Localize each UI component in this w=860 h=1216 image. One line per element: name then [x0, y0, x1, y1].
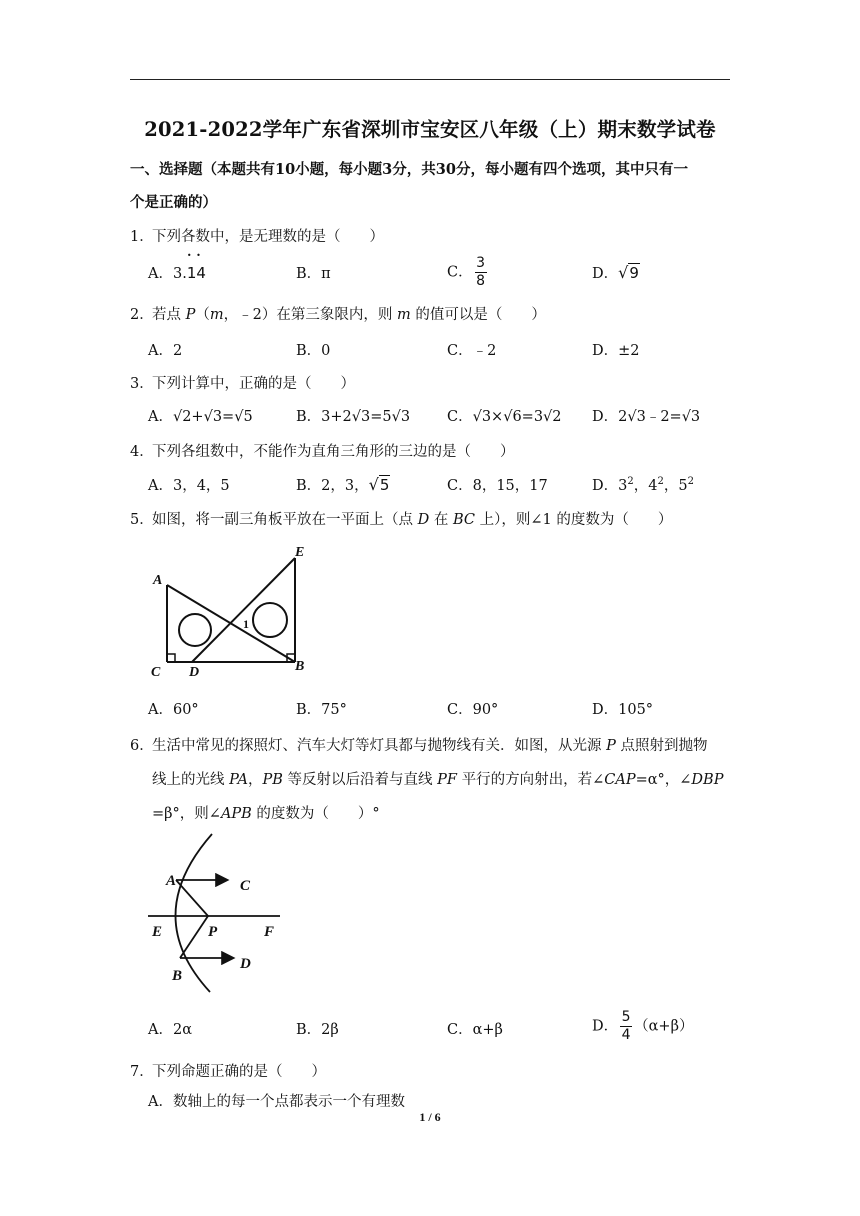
page-number: 1 / 6 [419, 1110, 441, 1124]
q5-option-a: A．60° [148, 702, 199, 718]
q4-option-c: C．8，15，17 [447, 478, 548, 494]
question-2: 2．若点 P（m，﹣2）在第三象限内，则 m 的值可以是（ ） [130, 307, 546, 323]
question-6-line1: 6．生活中常见的探照灯、汽车大灯等灯具都与抛物线有关．如图，从光源 P 点照射到抛物 [130, 738, 708, 754]
fig5-label-e: E [295, 545, 305, 560]
fig6-label-f: F [264, 924, 275, 940]
q6-option-b: B．2β [296, 1022, 339, 1038]
question-text: 下列各数中，是无理数的是（ ） [152, 229, 384, 245]
question-number: 1． [130, 229, 154, 245]
question-3: 3．下列计算中，正确的是（ ） [130, 376, 355, 392]
q3-option-c: C．√3×√6=3√2 [447, 409, 562, 425]
page-title: 2021-2022学年广东省深圳市宝安区八年级（上）期末数学试卷 [144, 118, 716, 141]
q5-option-b: B．75° [296, 702, 347, 718]
fraction: $\frac{3}{8}$ [476, 255, 486, 289]
q2-option-b: B．0 [296, 343, 331, 359]
q5-option-c: C．90° [447, 702, 499, 718]
question-7: 7．下列命题正确的是（ ） [130, 1064, 326, 1080]
parabola-light-figure [140, 830, 290, 998]
fig6-label-p: P [208, 924, 218, 940]
fig6-label-e: E [152, 924, 163, 940]
section-heading-line1: 一、选择题（本题共有10小题，每小题3分，共30分，每小题有四个选项，其中只有一 [130, 161, 688, 178]
section-heading-line2: 个是正确的） [130, 194, 217, 211]
triangle-rulers-figure [145, 540, 320, 680]
question-1 [130, 225, 384, 246]
fig6-label-c: C [240, 878, 251, 894]
q5-option-d: D．105° [592, 702, 654, 718]
question-4: 4．下列各组数中，不能作为直角三角形的三边的是（ ） [130, 444, 515, 460]
q3-option-a: A．√2+√3=√5 [148, 409, 253, 425]
question-6-line3: =β°，则∠APB 的度数为（ ）° [152, 806, 380, 822]
fraction: $\frac{5}{4}$ [621, 1009, 631, 1043]
q6-option-d: D． $\frac{5}{4}$ （α+β） [592, 1009, 694, 1043]
fig6-label-a: A [166, 873, 177, 889]
q1-option-a: A．3.• • 14 [148, 262, 206, 283]
question-5: 5．如图，将一副三角板平放在一平面上（点 D 在 BC 上），则∠1 的度数为（ ） [130, 512, 673, 528]
q4-option-a: A．3，4，5 [148, 478, 230, 494]
q3-option-d: D．2√3﹣2=√3 [592, 409, 701, 425]
q1-option-c: C． $\frac{3}{8}$ [447, 255, 486, 289]
q1-option-b: B．π [296, 266, 331, 282]
q2-option-d: D．±2 [592, 343, 640, 359]
q6-option-a: A．2α [148, 1022, 192, 1038]
question-6-line2: 线上的光线 PA，PB 等反射以后沿着与直线 PF 平行的方向射出，若∠CAP=α°，∠DBP [152, 772, 724, 788]
sqrt-icon: √ [618, 263, 629, 282]
q2-option-a: A．2 [148, 343, 183, 359]
fig6-label-d: D [240, 956, 251, 972]
q4-option-b: B．2，3，√5 [296, 475, 390, 494]
q6-option-c: C．α+β [447, 1022, 503, 1038]
fig5-label-angle: 1 [243, 617, 249, 631]
q7-option-a: A．数轴上的每一个点都表示一个有理数 [148, 1094, 405, 1110]
header-rule [130, 79, 730, 80]
q4-option-d: D．$3^2$，$4^2$，$5^2$ [592, 476, 694, 494]
fig5-label-d: D [189, 665, 200, 680]
fig5-label-a: A [153, 573, 163, 588]
q2-option-c: C．﹣2 [447, 343, 497, 359]
fig5-label-c: C [151, 665, 161, 680]
q1-option-d: D．√9 [592, 263, 639, 282]
fig6-label-b: B [172, 968, 183, 984]
fig5-label-b: B [295, 659, 305, 674]
q3-option-b: B．3+2√3=5√3 [296, 409, 411, 425]
repeating-decimal: • • 14 [187, 264, 206, 282]
sqrt-icon: √ [368, 475, 379, 494]
